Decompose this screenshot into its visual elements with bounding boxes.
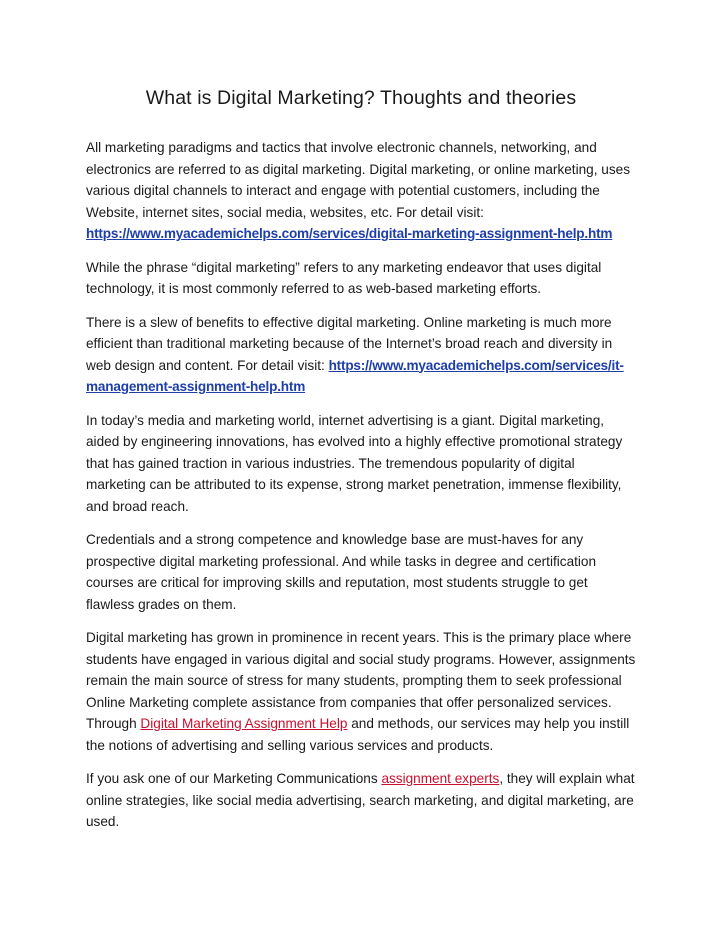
paragraph-6-text-before: Digital marketing has grown in prominence in recent years. This is the primary place where students have engaged in various digital and social study programs. However, assignments remain the main source of stress for many students, prompting them to seek professional Online Marketing complete assistance from companies that offer personalized services. Through bbox=[86, 630, 636, 731]
paragraph-1-text: All marketing paradigms and tactics that involve electronic channels, networking, and electronics are referred to as digital marketing. Digital marketing, or online marketing, uses various digital channels to interact and engage with potential customers, including the Website, internet sites, social media, websites, etc. For detail visit: bbox=[86, 140, 630, 220]
it-management-url-link[interactable]: https://www.myacademichelps.com/services/it-management-assignment-help.htm bbox=[86, 357, 624, 394]
assignment-experts-link[interactable]: assignment experts bbox=[381, 771, 500, 786]
digital-marketing-url-link[interactable]: https://www.myacademichelps.com/services/digital-marketing-assignment-help.htm bbox=[86, 226, 613, 241]
paragraph-5: Credentials and a strong competence and knowledge base are must-haves for any prospective digital marketing professional. And while tasks in degree and certification courses are critical for improving skills and reputation, most students struggle to get flawless grades on them. bbox=[86, 532, 597, 612]
paragraph-1 bbox=[86, 137, 636, 245]
paragraph-7-text-after: , they will explain what online strategies, like social media advertising, search marketing, and digital marketing, are used. bbox=[86, 771, 635, 829]
digital-marketing-assignment-help-link[interactable]: Digital Marketing Assignment Help bbox=[140, 716, 348, 731]
paragraph-6-text-after: and methods, our services may help you instill the notions of advertising and selling various services and products. bbox=[86, 716, 630, 753]
paragraph-4: In today’s media and marketing world, internet advertising is a giant. Digital marketing, aided by engineering innovations, has evolved into a highly effective promotional strategy that has gained traction in various industries. The tremendous popularity of digital marketing can be attributed to its expense, strong market penetration, immense flexibility, and broad reach. bbox=[86, 412, 623, 514]
paragraph-6 bbox=[86, 627, 636, 756]
paragraph-7-text-before: If you ask one of our Marketing Communications bbox=[86, 771, 382, 786]
page-title: What is Digital Marketing? Thoughts and theories bbox=[145, 87, 577, 109]
paragraph-2: While the phrase “digital marketing” refers to any marketing endeavor that uses digital technology, it is most commonly referred to as web-based marketing efforts. bbox=[86, 259, 602, 296]
paragraph-3-text: There is a slew of benefits to effective digital marketing. Online marketing is much more efficient than traditional marketing because of the Internet’s broad reach and diversity in web design and content. For detail visit: bbox=[86, 314, 613, 373]
paragraph-3 bbox=[86, 312, 636, 398]
paragraph-7 bbox=[86, 768, 636, 833]
